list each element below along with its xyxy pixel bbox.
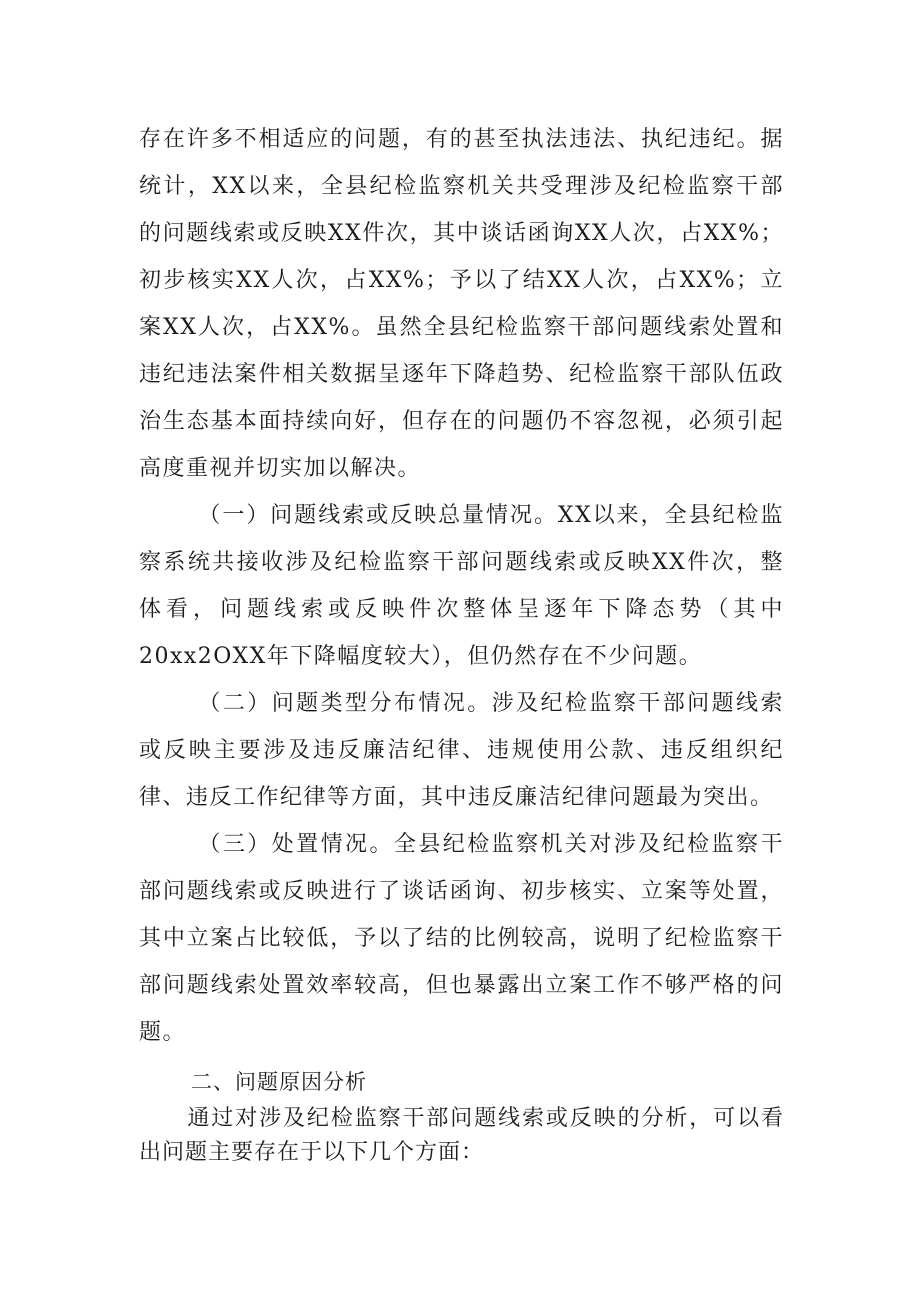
paragraph-statistics: 存在许多不相适应的问题，有的甚至执法违法、执纪违纪。据统计，XX以来，全县纪检监察机关共受理涉及纪检监察干部的问题线索或反映XX件次，其中谈话函询XX人次，占XX%；初步核实XX人次，占XX%；予以了结XX人次，占XX%；立案XX人次，占XX%。虽然全县纪检监察干部问题线索处置和违纪违法案件相关数据呈逐年下降趋势、纪检监察干部队伍政治生态基本面持续向好，但存在的问题仍不容忽视，必须引起高度重视并切实加以解决。 [139,127,784,481]
section-heading: 二、问题原因分析 [191,1070,367,1094]
paragraph-total-clues: （一）问题线索或反映总量情况。XX以来，全县纪检监察系统共接收涉及纪检监察干部问题线索或反映XX件次，整体看，问题线索或反映件次整体呈逐年下降态势（其中20xx2OXX年下降幅度较大），但仍然存在不少问题。 [139,503,784,669]
paragraph-disposal: （三）处置情况。全县纪检监察机关对涉及纪检监察干部问题线索或反映进行了谈话函询、初步核实、立案等处置，其中立案占比较低，予以了结的比例较高，说明了纪检监察干部问题线索处置效率较高，但也暴露出立案工作不够严格的问题。 [139,832,784,1045]
paragraph-closing: 通过对涉及纪检监察干部问题线索或反映的分析，可以看出问题主要存在于以下几个方面： [139,1106,784,1165]
document-body [139,116,784,1170]
paragraph-problem-types: （二）问题类型分布情况。涉及纪检监察干部问题线索或反映主要涉及违反廉洁纪律、违规使用公款、违反组织纪律、违反工作纪律等方面，其中违反廉洁纪律问题最为突出。 [139,691,784,810]
